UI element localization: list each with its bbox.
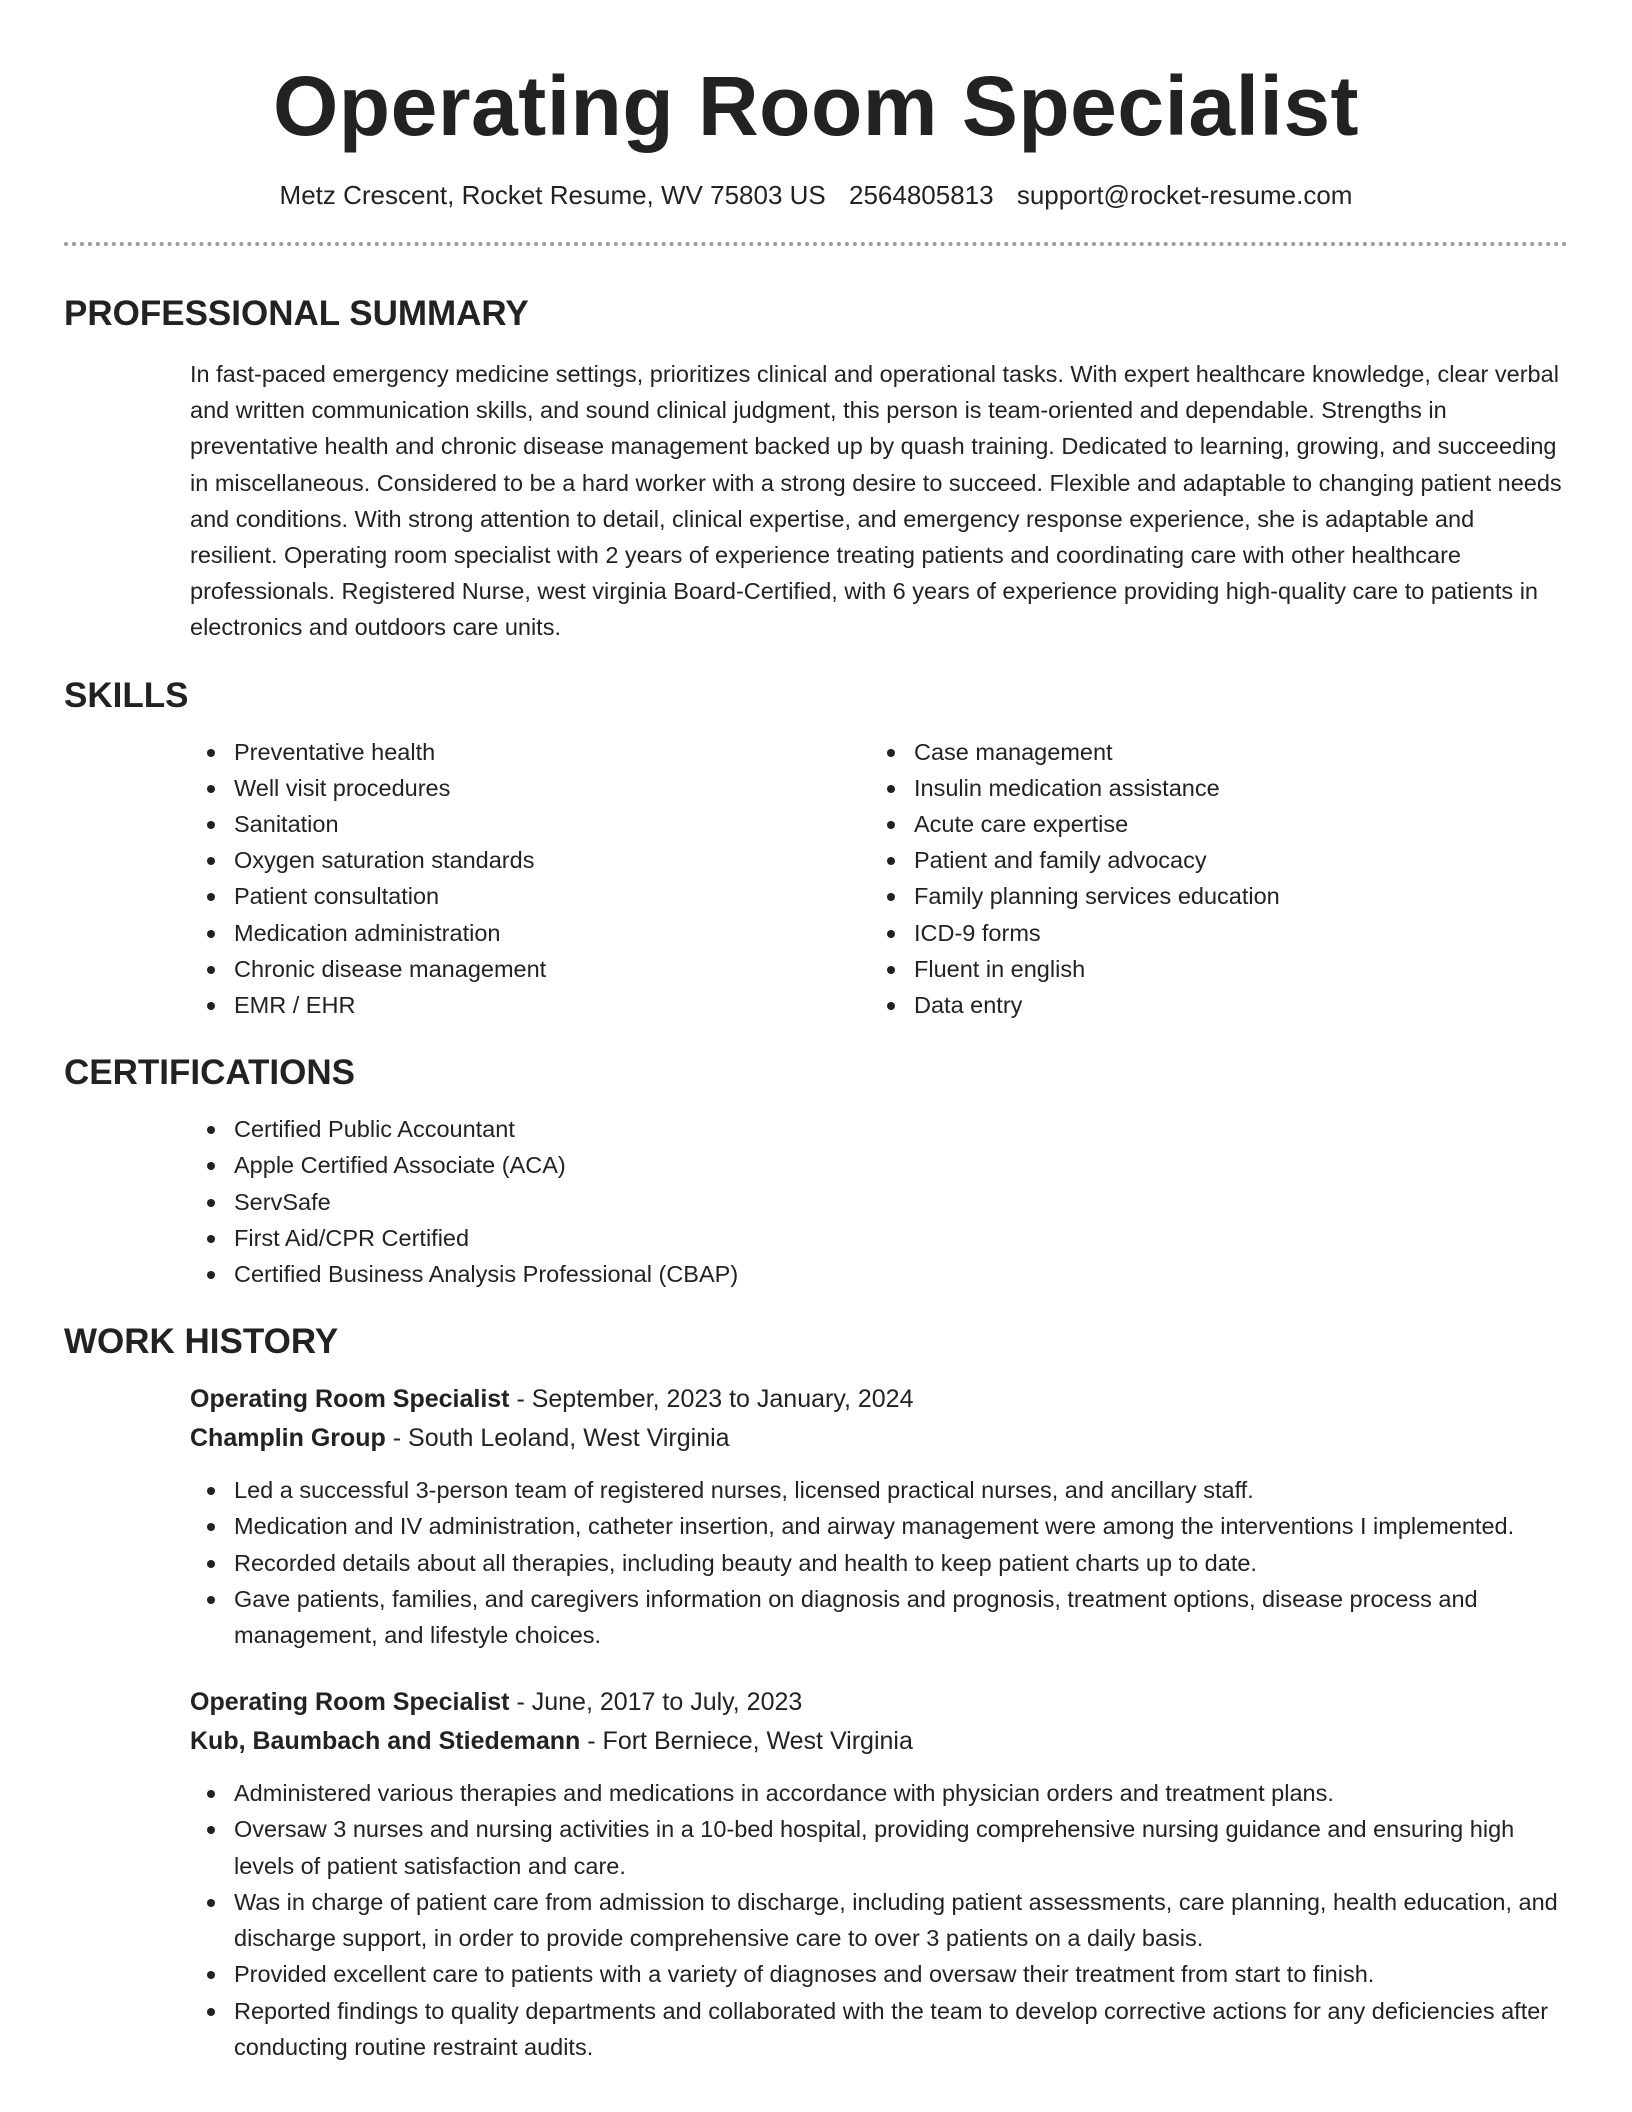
skill-item: Medication administration (190, 915, 870, 951)
skills-column-left (190, 734, 870, 1024)
job-duty-item: Recorded details about all therapies, including beauty and health to keep patient charts up to date. (190, 1545, 1568, 1581)
skill-item: Sanitation (190, 806, 870, 842)
skill-item: Acute care expertise (870, 806, 1550, 842)
skills-list-right (870, 734, 1550, 1024)
summary-heading: PROFESSIONAL SUMMARY (64, 294, 529, 333)
skills-section (64, 674, 1568, 1024)
contact-phone: 2564805813 (848, 180, 994, 210)
certification-item: First Aid/CPR Certified (190, 1220, 1568, 1256)
contact-email: support@rocket-resume.com (1016, 180, 1353, 210)
certifications-section (64, 1051, 1568, 1292)
summary-section (64, 292, 1568, 646)
resume-header (64, 58, 1568, 246)
skill-item: Case management (870, 734, 1550, 770)
summary-text: In fast-paced emergency medicine settings, prioritizes clinical and operational tasks. With expert healthcare knowledge, clear verbal and written communication skills, and sound clinical judgment, this person is team-oriented and dependable. Strengths in preventative health and chronic disease management backed up by quash training. Dedicated to learning, growing, and succeeding in miscellaneous. Considered to be a hard worker with a strong desire to succeed. Flexible and adaptable to changing patient needs and conditions. With strong attention to detail, clinical expertise, and emergency response experience, she is adaptable and resilient. Operating room specialist with 2 years of experience treating patients and coordinating care with other healthcare professionals. Registered Nurse, west virginia Board-Certified, with 6 years of experience providing high-quality care to patients in electronics and outdoors care units. (190, 361, 1562, 641)
skills-columns (190, 734, 1568, 1024)
certifications-heading: CERTIFICATIONS (64, 1053, 356, 1093)
job-duty-item: Medication and IV administration, catheter insertion, and airway management were among the interventions I implemented. (190, 1508, 1568, 1544)
skill-item: Patient and family advocacy (870, 842, 1550, 878)
skills-list-left (190, 734, 870, 1024)
job-dates: - September, 2023 to January, 2024 (509, 1385, 914, 1414)
job-title-line (190, 1380, 1568, 1419)
contact-address: Metz Crescent, Rocket Resume, WV 75803 US (279, 180, 826, 210)
job-duty-item: Administered various therapies and medications in accordance with physician orders and treatment plans. (190, 1775, 1568, 1811)
certifications-list (190, 1111, 1568, 1292)
skill-item: Oxygen saturation standards (190, 842, 870, 878)
skill-item: Preventative health (190, 734, 870, 770)
job-company-line (190, 1722, 1568, 1761)
job-title-line (190, 1683, 1568, 1722)
work-history-heading: WORK HISTORY (64, 1322, 339, 1362)
job-location: - South Leoland, West Virginia (385, 1424, 730, 1453)
job-company: Kub, Baumbach and Stiedemann (190, 1727, 581, 1756)
skill-item: ICD-9 forms (870, 915, 1550, 951)
resume-page (64, 0, 1568, 2065)
certification-item: Apple Certified Associate (ACA) (190, 1147, 1568, 1183)
skills-column-right (870, 734, 1550, 1024)
job-duty-item: Oversaw 3 nurses and nursing activities in a 10-bed hospital, providing comprehensive nursing guidance and ensuring high levels of patient satisfaction and care. (190, 1811, 1568, 1883)
contact-line (64, 178, 1568, 212)
certification-item: ServSafe (190, 1184, 1568, 1220)
job-duties-list (190, 1472, 1568, 1653)
certification-item: Certified Business Analysis Professional (CBAP) (190, 1256, 1568, 1292)
job-duty-item: Was in charge of patient care from admission to discharge, including patient assessments, care planning, health education, and discharge support, in order to provide comprehensive care to over 3 patients on a daily basis. (190, 1884, 1568, 1956)
job-dates: - June, 2017 to July, 2023 (509, 1688, 803, 1717)
skill-item: Chronic disease management (190, 951, 870, 987)
skill-item: Data entry (870, 987, 1550, 1023)
job-entry (190, 1380, 1568, 1653)
job-duty-item: Provided excellent care to patients with a variety of diagnoses and oversaw their treatment from start to finish. (190, 1956, 1568, 1992)
job-role: Operating Room Specialist (190, 1385, 510, 1414)
skill-item: Fluent in english (870, 951, 1550, 987)
job-company-line (190, 1419, 1568, 1458)
job-role: Operating Room Specialist (190, 1688, 510, 1717)
skills-heading: SKILLS (64, 675, 189, 715)
job-duties-list (190, 1775, 1568, 2065)
job-location: - Fort Berniece, West Virginia (580, 1727, 913, 1756)
job-duty-item: Led a successful 3-person team of registered nurses, licensed practical nurses, and ancillary staff. (190, 1472, 1568, 1508)
page-title: Operating Room Specialist (272, 59, 1360, 153)
skill-item: EMR / EHR (190, 987, 870, 1023)
job-company: Champlin Group (190, 1424, 386, 1453)
work-history-body (190, 1380, 1568, 2065)
job-duty-item: Gave patients, families, and caregivers information on diagnosis and prognosis, treatment options, disease process and management, and lifestyle choices. (190, 1581, 1568, 1653)
skill-item: Insulin medication assistance (870, 770, 1550, 806)
work-history-section (64, 1320, 1568, 2065)
certifications-body (190, 1111, 1568, 1292)
skill-item: Well visit procedures (190, 770, 870, 806)
header-divider (64, 242, 1568, 246)
certification-item: Certified Public Accountant (190, 1111, 1568, 1147)
skill-item: Patient consultation (190, 878, 870, 914)
skill-item: Family planning services education (870, 878, 1550, 914)
job-entry (190, 1683, 1568, 2065)
job-duty-item: Reported findings to quality departments and collaborated with the team to develop corrective actions for any deficiencies after conducting routine restraint audits. (190, 1993, 1568, 2065)
